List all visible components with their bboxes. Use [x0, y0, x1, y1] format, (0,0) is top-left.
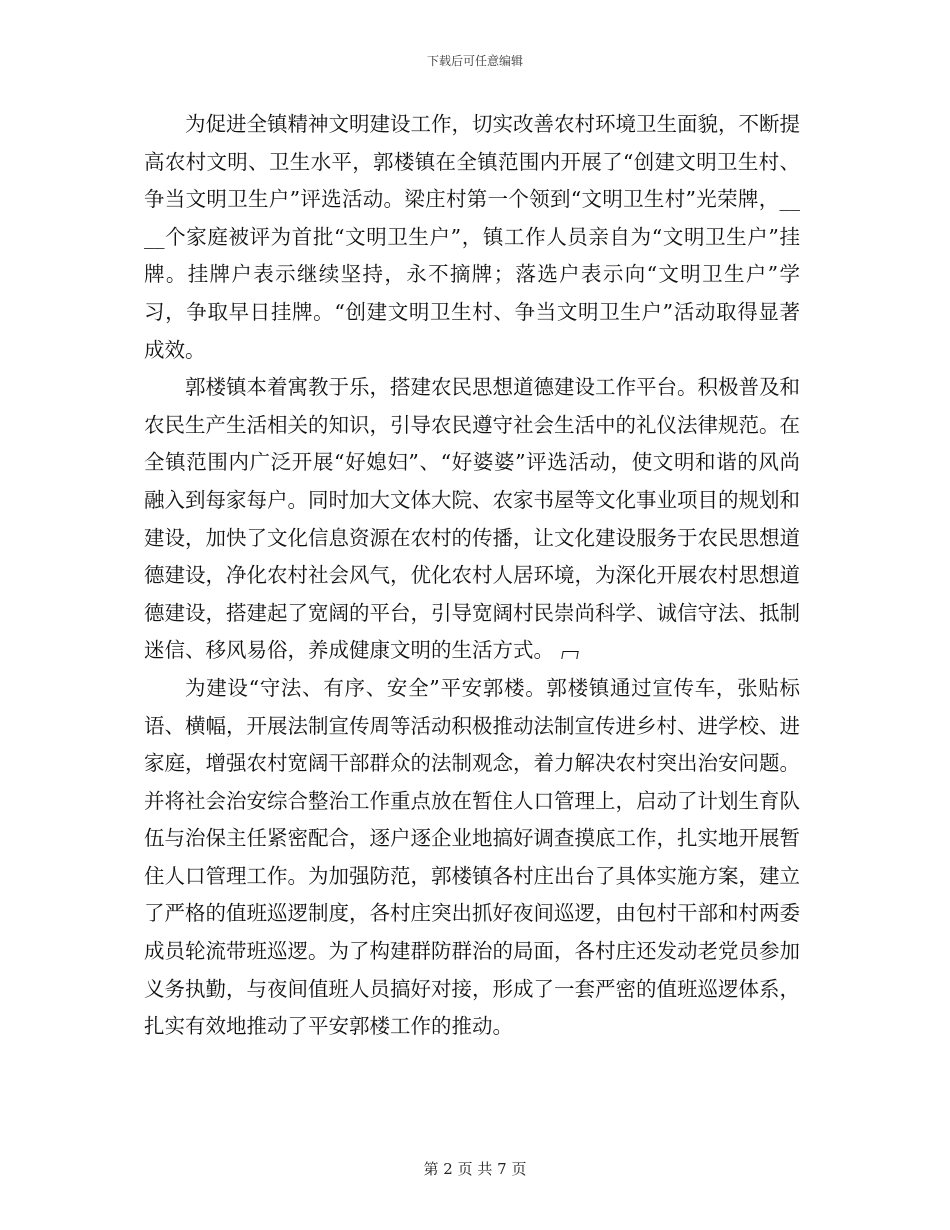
paragraph-3-text: 为建设“守法、有序、安全”平安郭楼。郭楼镇通过宣传车，张贴标语、横幅，开展法制宣传周等活动积极推动法制宣传进乡村、进学校、进家庭，增强农村宽阔干部群众的法制观念，着力解决农村突出治安问题。并将社会治安综合整治工作重点放在暂住人口管理上，启动了计划生育队伍与治保主任紧密配合，逐户逐企业地搞好调查摸底工作，扎实地开展暂住人口管理工作。为加强防范，郭楼镇各村庄出台了具体实施方案，建立了严格的值班巡逻制度，各村庄突出抓好夜间巡逻，由包村干部和村两委成员轮流带班巡逻。为了构建群防群治的局面，各村庄还发动老党员参加义务执勤，与夜间值班人员搞好对接，形成了一套严密的值班巡逻体系，扎实有效地推动了平安郭楼工作的推动。	[144, 675, 800, 1039]
page-header: 下载后可任意编辑	[426, 54, 523, 68]
paragraph-3	[144, 670, 800, 1046]
paragraph-2-text: 郭楼镇本着寓教于乐，搭建农民思想道德建设工作平台。积极普及和农民生产生活相关的知识，引导农民遵守社会生活中的礼仪法律规范。在全镇范围内广泛开展“好媳妇”、“好婆婆”评选活动，使文明和谐的风尚融入到每家每户。同时加大文体大院、农家书屋等文化事业项目的规划和建设，加快了文化信息资源在农村的传播，让文化建设服务于农民思想道德建设，净化农村社会风气，优化农村人居环境，为深化开展农村思想道德建设，搭建起了宽阔的平台，引导宽阔村民崇尚科学、诚信守法、抵制迷信、移风易俗，养成健康文明的生活方式。	[144, 375, 800, 663]
page-number: 第 2 页 共 7 页	[423, 1160, 527, 1178]
document-body	[144, 106, 800, 1046]
paragraph-1-text: 为促进全镇精神文明建设工作，切实改善农村环境卫生面貌，不断提高农村文明、卫生水平，郭楼镇在全镇范围内开展了“创建文明卫生村、争当文明卫生户”评选活动。梁庄村第一个领到“文明卫生村”光荣牌，____个家庭被评为首批“文明卫生户”，镇工作人员亲自为“文明卫生户”挂牌。挂牌户表示继续坚持，永不摘牌；落选户表示向“文明卫生户”学习，争取早日挂牌。“创建文明卫生村、争当文明卫生户”活动取得显著成效。	[144, 112, 800, 362]
paragraph-2	[144, 369, 800, 670]
paragraph-1	[144, 106, 800, 369]
paragraph-mark-icon	[561, 651, 578, 659]
